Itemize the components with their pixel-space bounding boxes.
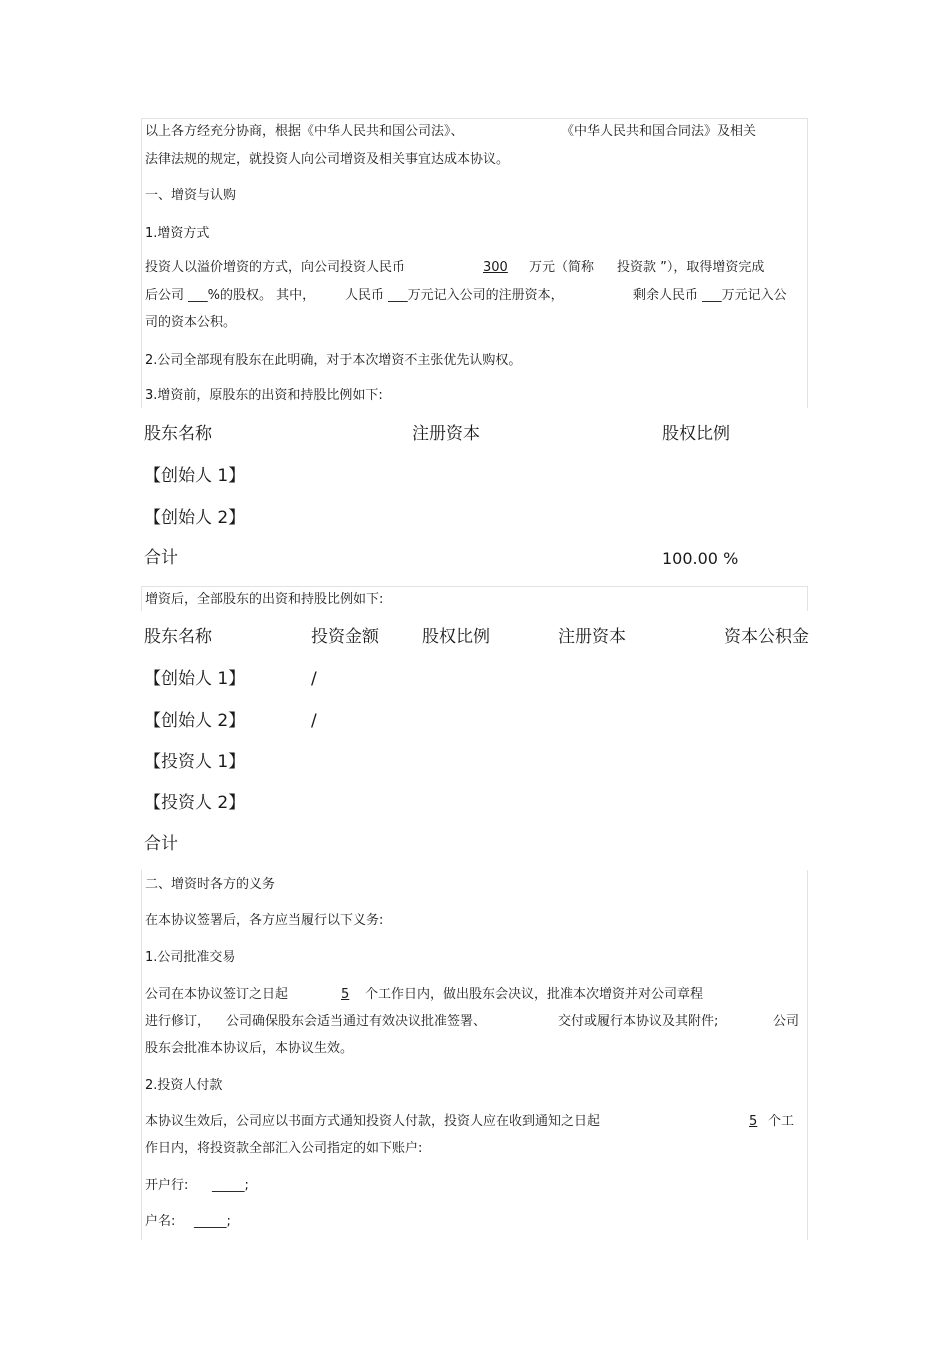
section1-item1-title: 1.增资方式 xyxy=(145,226,210,241)
section2-heading: 二、增资时各方的义务 xyxy=(145,877,276,892)
table-after-header-ratio: 股权比例 xyxy=(422,627,490,647)
section2-item2-title: 2.投资人付款 xyxy=(145,1078,223,1093)
table-after-header-capital: 注册资本 xyxy=(558,627,626,647)
table-row: 【投资人 2】 xyxy=(144,793,246,813)
table-row: 【创始人 2】 xyxy=(144,508,246,528)
section2-intro: 在本协议签署后，各方应当履行以下义务: xyxy=(145,913,384,928)
total-ratio: 100.00 % xyxy=(662,549,739,568)
bank-label: 开户行: xyxy=(145,1178,189,1193)
table-before-header-capital: 注册资本 xyxy=(412,424,480,444)
table-cell-investment: / xyxy=(311,669,317,689)
after-title: 增资后，全部股东的出资和持股比例如下: xyxy=(145,592,384,607)
bank-value: _____; xyxy=(212,1178,249,1193)
section1-heading: 一、增资与认购 xyxy=(145,188,237,203)
table-row: 【创始人 2】 xyxy=(144,711,246,731)
table-row: 【投资人 1】 xyxy=(144,752,246,772)
section2-item2-line2: 作日内，将投资款全部汇入公司指定的如下账户: xyxy=(145,1141,423,1156)
section1-item3: 3.增资前，原股东的出资和持股比例如下: xyxy=(145,388,383,403)
table-before-header-ratio: 股权比例 xyxy=(662,424,730,444)
table-after-header-investment: 投资金额 xyxy=(311,627,379,647)
payment-days: 5 xyxy=(749,1114,758,1129)
approval-days: 5 xyxy=(341,987,350,1002)
table-after-header-name: 股东名称 xyxy=(144,627,212,647)
investment-amount: 300 xyxy=(483,260,508,275)
table-after-header-reserve: 资本公积金 xyxy=(724,627,809,647)
section2-item1-line3: 股东会批准本协议后，本协议生效。 xyxy=(145,1041,354,1056)
table-cell-investment: / xyxy=(311,711,317,731)
table-row-total: 合计 xyxy=(144,548,178,568)
table-row: 【创始人 1】 xyxy=(144,669,246,689)
section1-item1-line3: 司的资本公积。 xyxy=(145,315,237,330)
table-before-header-name: 股东名称 xyxy=(144,424,212,444)
table-row-total: 合计 xyxy=(144,834,178,854)
section1-item2: 2.公司全部现有股东在此明确，对于本次增资不主张优先认购权。 xyxy=(145,353,522,368)
table-row: 【创始人 1】 xyxy=(144,466,246,486)
account-name-value: _____; xyxy=(194,1214,231,1229)
section2-item1-title: 1.公司批准交易 xyxy=(145,950,236,965)
account-name-label: 户名: xyxy=(145,1214,176,1229)
